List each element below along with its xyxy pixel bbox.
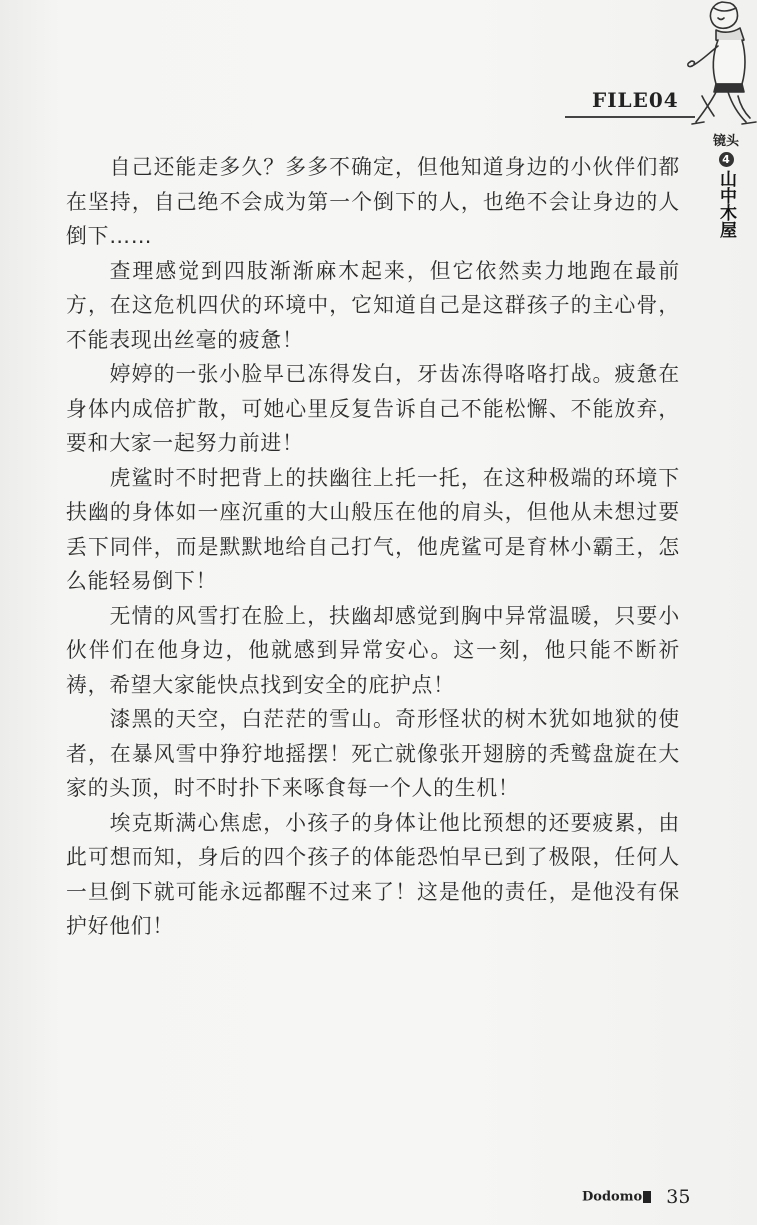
chapter-number-badge: 4 xyxy=(719,152,734,167)
page-footer xyxy=(582,1186,690,1208)
body-text xyxy=(66,150,680,944)
paragraph: 漆黑的天空，白茫茫的雪山。奇形怪状的树木犹如地狱的使者，在暴风雪中狰狞地摇摆！死亡就像张开翅膀的秃鹫盘旋在大家的头顶，时不时扑下来啄食每一个人的生机！ xyxy=(66,707,680,800)
file-label: FILE04 xyxy=(592,88,679,112)
paragraph: 婷婷的一张小脸早已冻得发白，牙齿冻得咯咯打战。疲惫在身体内成倍扩散，可她心里反复告诉自己不能松懈、不能放弃，要和大家一起努力前进！ xyxy=(66,362,680,455)
brand-mark-icon xyxy=(643,1191,651,1203)
paragraph: 自己还能走多久？多多不确定，但他知道身边的小伙伴们都在坚持，自己绝不会成为第一个倒下的人，也绝不会让身边的人倒下…… xyxy=(66,155,680,248)
paragraph: 虎鲨时不时把背上的扶幽往上托一托，在这种极端的环境下扶幽的身体如一座沉重的大山般压在他的肩头，但他从未想过要丢下同伴，而是默默地给自己打气，他虎鲨可是育林小霸王，怎么能轻易倒下！ xyxy=(66,465,680,593)
lens-label: 镜头 xyxy=(712,134,739,149)
cartoon-character-illustration xyxy=(682,0,757,130)
header-divider xyxy=(565,116,695,118)
page-number: 35 xyxy=(666,1186,691,1208)
chapter-title: 山中木屋 xyxy=(716,170,736,238)
paragraph: 无情的风雪打在脸上，扶幽却感觉到胸中异常温暖，只要小伙伴们在他身边，他就感到异常安心。这一刻，他只能不断祈祷，希望大家能快点找到安全的庇护点！ xyxy=(66,603,680,697)
chapter-side-tab xyxy=(704,134,748,242)
paragraph: 查理感觉到四肢渐渐麻木起来，但它依然卖力地跑在最前方，在这危机四伏的环境中，它知道自己是这群孩子的主心骨，不能表现出丝毫的疲惫！ xyxy=(66,258,680,352)
brand-name: Dodomo xyxy=(582,1189,643,1205)
paragraph: 埃克斯满心焦虑，小孩子的身体让他比预想的还要疲累，由此可想而知，身后的四个孩子的体能恐怕早已到了极限，任何人一旦倒下就可能永远都醒不过来了！这是他的责任，是他没有保护好他们！ xyxy=(66,810,680,938)
